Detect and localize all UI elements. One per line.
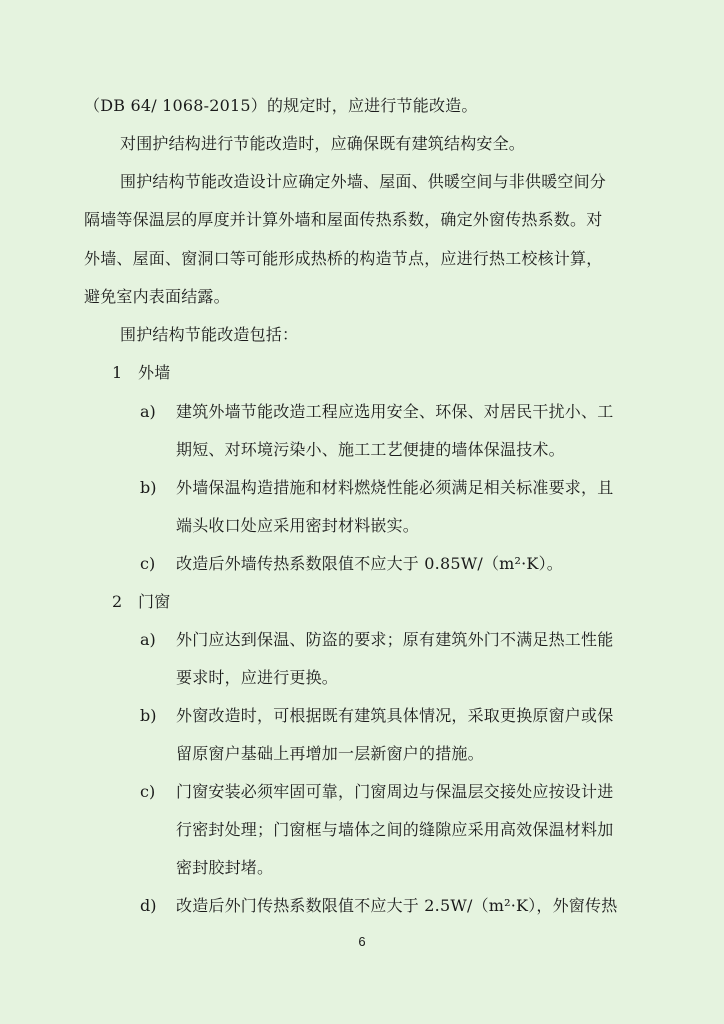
list-item-label: b) bbox=[140, 706, 157, 725]
list-item-label: a) bbox=[140, 402, 156, 421]
list-item-line: 期短、对环境污染小、施工工艺便捷的墙体保温技术。 bbox=[176, 440, 565, 459]
paragraph-line: 对围护结构进行节能改造时，应确保既有建筑结构安全。 bbox=[120, 134, 526, 153]
paragraph-line: 围护结构节能改造包括： bbox=[120, 325, 299, 344]
page-number: 6 bbox=[358, 934, 366, 949]
paragraph-line: 围护结构节能改造设计应确定外墙、屋面、供暖空间与非供暖空间分 bbox=[120, 172, 607, 191]
list-item-line: 改造后外墙传热系数限值不应大于 0.85W/（m²·K）。 bbox=[176, 554, 563, 573]
list-item-line: 留原窗户基础上再增加一层新窗户的措施。 bbox=[176, 744, 484, 763]
section-title: 门窗 bbox=[138, 592, 171, 611]
list-item-label: a) bbox=[140, 630, 156, 649]
paragraph-line: 隔墙等保温层的厚度并计算外墙和屋面传热系数，确定外窗传热系数。对 bbox=[84, 210, 603, 229]
list-item-line: 端头收口处应采用密封材料嵌实。 bbox=[176, 516, 420, 535]
list-item-line: 改造后外门传热系数限值不应大于 2.5W/（m²·K），外窗传热 bbox=[176, 896, 618, 915]
list-item-label: c) bbox=[140, 782, 156, 801]
paragraph-line: （DB 64/ 1068-2015）的规定时，应进行节能改造。 bbox=[84, 96, 478, 115]
list-item-line: 建筑外墙节能改造工程应选用安全、环保、对居民干扰小、工 bbox=[176, 402, 614, 421]
list-item-line: 外门应达到保温、防盗的要求；原有建筑外门不满足热工性能 bbox=[176, 630, 614, 649]
list-item-line: 门窗安装必须牢固可靠，门窗周边与保温层交接处应按设计进 bbox=[176, 782, 614, 801]
list-item-label: b) bbox=[140, 478, 157, 497]
section-number: 1 bbox=[112, 363, 123, 382]
list-item-label: c) bbox=[140, 554, 156, 573]
list-item-line: 行密封处理；门窗框与墙体之间的缝隙应采用高效保温材料加 bbox=[176, 820, 614, 839]
section-number: 2 bbox=[112, 592, 123, 611]
paragraph-line: 外墙、屋面、窗洞口等可能形成热桥的构造节点，应进行热工校核计算， bbox=[84, 249, 603, 268]
paragraph-line: 避免室内表面结露。 bbox=[84, 287, 230, 306]
list-item-line: 密封胶封堵。 bbox=[176, 858, 274, 877]
list-item-label: d) bbox=[140, 896, 157, 915]
section-title: 外墙 bbox=[138, 363, 171, 382]
list-item-line: 外窗改造时，可根据既有建筑具体情况，采取更换原窗户或保 bbox=[176, 706, 614, 725]
list-item-line: 要求时，应进行更换。 bbox=[176, 668, 339, 687]
list-item-line: 外墙保温构造措施和材料燃烧性能必须满足相关标准要求，且 bbox=[176, 478, 614, 497]
